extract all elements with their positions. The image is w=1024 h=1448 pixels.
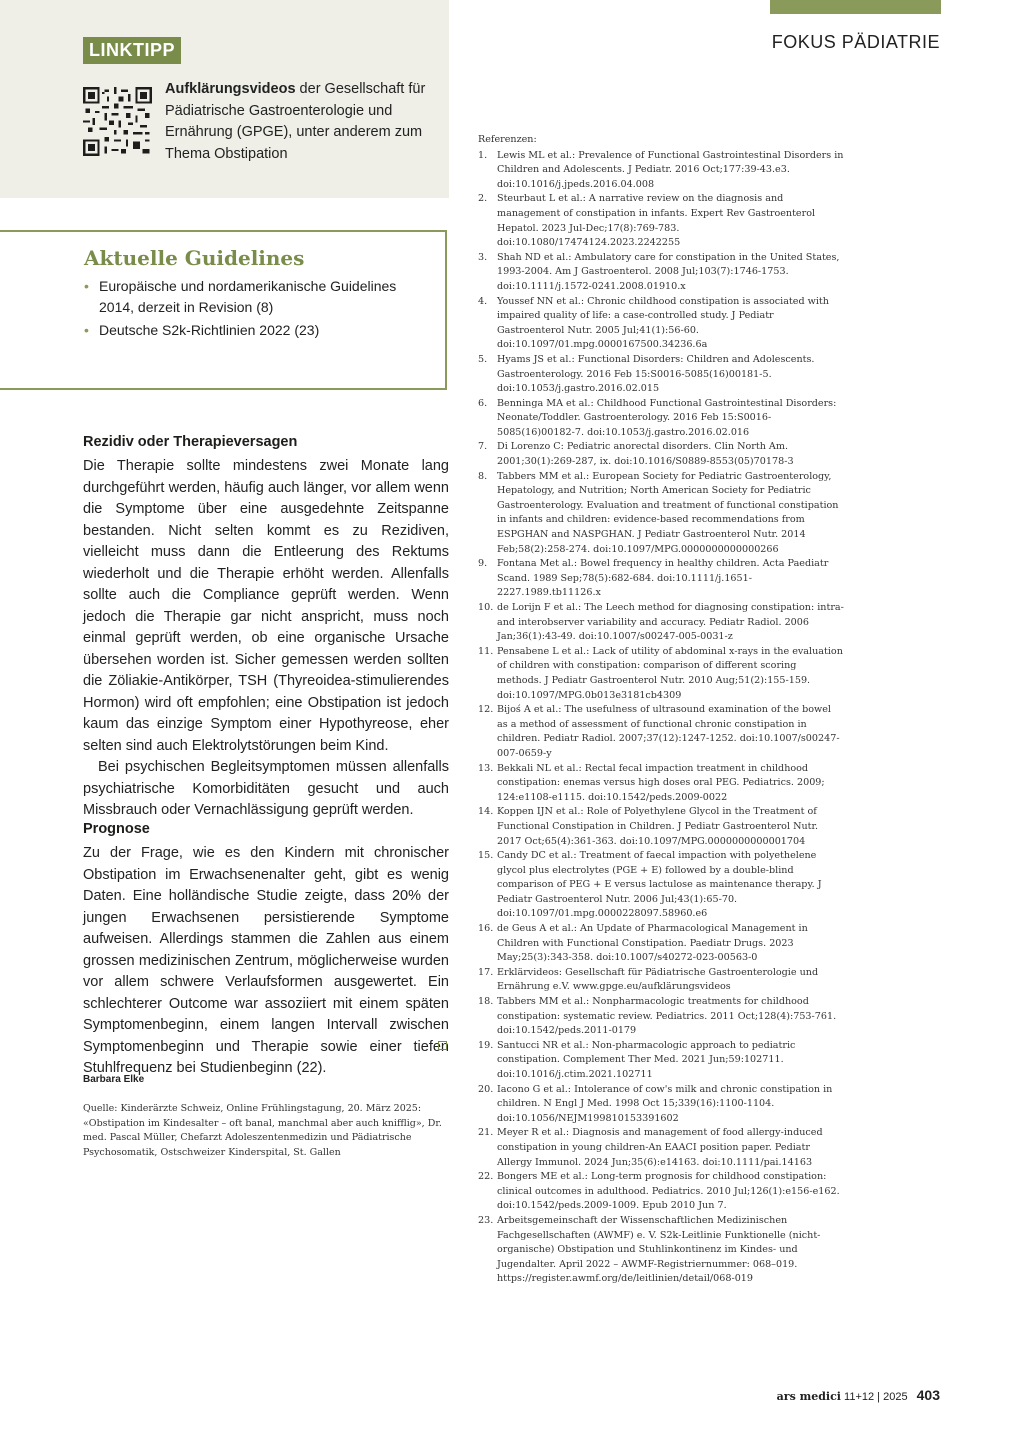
reference-item: [478, 557, 844, 601]
guidelines-title: Aktuelle Guidelines: [84, 246, 305, 270]
reference-number: 16.: [478, 923, 494, 935]
author: Barbara Elke: [83, 1074, 145, 1085]
reference-text: Bongers ME et al.: Long-term prognosis for childhood constipation: clinical outcomes in adulthood. Pediatrics. 2010 Jul;126(1):e156-e162. doi:10.1542/peds.2009-1009. Epub 2010 Jun 7.: [497, 1171, 840, 1212]
references: [478, 133, 844, 1287]
reference-item: [478, 470, 844, 558]
reference-text: Erklärvideos: Gesellschaft für Pädiatrische Gastroenterologie und Ernährung e.V. www.gpge.eu/aufklärungsvideos: [497, 966, 819, 993]
reference-text: Shah ND et al.: Ambulatory care for constipation in the United States, 1993-2004. Am J Gastroenterol. 2008 Jul;103(7):1746-1753. doi:10.1111/j.1572-0241.2008.01910.x: [497, 251, 840, 292]
reference-item: [478, 1083, 844, 1127]
source-note: Quelle: Kinderärzte Schweiz, Online Frühlingstagung, 20. März 2025: «Obstipation im Kindesalter – oft banal, manchmal aber auch knifflig», Dr. med. Pascal Müller, Chefarzt Adoleszentenmedizin und Pädiatrische Psychosomatik, Ostschweizer Kinderspital, St. Gallen: [83, 1103, 442, 1158]
reference-text: Koppen IJN et al.: Role of Polyethylene Glycol in the Treatment of Functional Constipation in Children. J Pediatr Gastroenterol Nutr. 2017 Oct;65(4):361-363. doi:10.1097/MPG.0000000000001704: [497, 806, 819, 847]
reference-text: Steurbaut L et al.: A narrative review on the diagnosis and management of constipation in infants. Expert Rev Gastroenterol Hepatol. 2023 Jul-Dec;17(8):769-783. doi:10.1080/17474124.2023.2242255: [497, 193, 816, 249]
reference-item: [478, 995, 844, 1039]
reference-item: [478, 397, 844, 441]
guidelines-list: [84, 276, 424, 343]
linktipp-description: der Gesellschaft für Pädiatrische Gastroenterologie und Ernährung (GPGE), unter anderem zum Thema Obstipation: [165, 81, 426, 162]
section-label: FOKUS PÄDIATRIE: [771, 32, 940, 52]
reference-number: 23.: [478, 1214, 494, 1226]
guideline-item: • Deutsche S2k-Richtlinien 2022 (23): [84, 320, 424, 341]
linktipp-bold: Aufklärungsvideos: [165, 81, 296, 97]
end-of-article-icon: [438, 1041, 447, 1050]
reference-number: 5.: [478, 353, 488, 365]
reference-number: 1.: [478, 149, 488, 161]
reference-item: [478, 1039, 844, 1083]
linktipp-text: [165, 79, 435, 165]
reference-item: [478, 149, 844, 193]
rezidiv-heading: Rezidiv oder Therapieversagen: [83, 434, 298, 450]
reference-number: 19.: [478, 1039, 494, 1051]
reference-item: [478, 353, 844, 397]
reference-number: 7.: [478, 441, 488, 453]
reference-text: Di Lorenzo C: Pediatric anorectal disorders. Clin North Am. 2001;30(1):269-287, ix. doi:10.1016/S0889-8553(05)70178-3: [497, 441, 794, 468]
qr-code-icon[interactable]: [83, 87, 152, 156]
page-footer: [777, 1387, 940, 1403]
reference-item: [478, 1170, 844, 1214]
reference-number: 18.: [478, 996, 494, 1008]
reference-text: Arbeitsgemeinschaft der Wissenschaftlichen Medizinischen Fachgesellschaften (AWMF) e. V. S2k-Leitlinie Funktionelle (nicht-organische) Obstipation und Stuhlinkontinenz im Kindes- und Jugendalter. April 2022 – AWMF-Registriernummer: 068–019. https://register.awmf.org/de/leitlinien/detail/068-019: [497, 1214, 821, 1285]
reference-item: [478, 645, 844, 703]
reference-item: [478, 251, 844, 295]
reference-text: de Geus A et al.: An Update of Pharmacological Management in Children with Functional Constipation. Paediatr Drugs. 2023 May;25(3):343-358. doi:10.1007/s40272-023-00563-0: [497, 923, 808, 964]
reference-number: 12.: [478, 704, 494, 716]
reference-number: 17.: [478, 966, 494, 978]
reference-number: 6.: [478, 397, 488, 409]
reference-item: [478, 966, 844, 995]
reference-text: Tabbers MM et al.: Nonpharmacologic treatments for childhood constipation: systematic review. Pediatrics. 2011 Oct;128(4):753-761. doi:10.1542/peds.2011-0179: [497, 996, 837, 1037]
reference-number: 10.: [478, 602, 494, 613]
references-heading: Referenzen:: [478, 134, 537, 145]
reference-text: Tabbers MM et al.: European Society for Pediatric Gastroenterology, Hepatology, and Nutrition; North American Society for Pediatric Gastroenterology. Evaluation and treatment of functional constipation in infants and children: evidence-based recommendations from ESPGHAN and NASPGHAN. J Pediatr Gastroenterol Nutr. 2014 Feb;58(2):258-274. doi:10.1097/MPG.0000000000000266: [497, 470, 839, 555]
reference-item: [478, 703, 844, 761]
footer-issue: 11+12 | 2025: [844, 1391, 908, 1403]
reference-number: 4.: [478, 295, 488, 307]
reference-item: [478, 440, 844, 469]
reference-item: [478, 601, 844, 645]
reference-text: Bijoś A et al.: The usefulness of ultrasound examination of the bowel as a method of assessment of functional chronic constipation in children. Pediatr Radiol. 2007;37(12):1247-1252. doi:10.1007/s00247-007-0659-y: [497, 704, 840, 759]
prognose-body: [83, 843, 449, 1080]
rezidiv-paragraph-2: Bei psychischen Begleitsymptomen müssen allenfalls psychiatrische Komorbiditäten gesucht und auch Missbrauch oder Vernachlässigung geprüft werden.: [83, 759, 449, 818]
reference-number: 14.: [478, 806, 494, 818]
reference-text: Santucci NR et al.: Non-pharmacologic approach to pediatric constipation. Complement Ther Med. 2021 Jun;59:102711. doi:10.1016/j.ctim.2021.102711: [497, 1039, 796, 1080]
rezidiv-body: [83, 456, 449, 822]
reference-text: Lewis ML et al.: Prevalence of Functional Gastrointestinal Disorders in Children and Adolescents. J Pediatr. 2016 Oct;177:39-43.e3. doi:10.1016/j.jpeds.2016.04.008: [497, 149, 844, 190]
reference-item: [478, 805, 844, 849]
reference-text: Fontana Met al.: Bowel frequency in healthy children. Acta Paediatr Scand. 1989 Sep;78(5):682-684. doi:10.1111/j.1651-2227.1989.tb11126.x: [497, 558, 829, 599]
reference-text: Iacono G et al.: Intolerance of cow's milk and chronic constipation in children. N Engl J Med. 1998 Oct 15;339(16):1100-1104. doi:10.1056/NEJM199810153391602: [497, 1083, 833, 1124]
reference-item: [478, 1126, 844, 1170]
reference-number: 8.: [478, 470, 488, 482]
prognose-heading: Prognose: [83, 821, 150, 837]
reference-text: Hyams JS et al.: Functional Disorders: Children and Adolescents. Gastroenterology. 2016 Feb 15:S0016-5085(16)00181-5. doi:10.1053/j.gastro.2016.02.015: [497, 353, 815, 395]
reference-number: 3.: [478, 251, 488, 263]
reference-number: 22.: [478, 1171, 494, 1183]
reference-text: Bekkali NL et al.: Rectal fecal impaction treatment in childhood constipation: enemas versus high doses oral PEG. Pediatrics. 2009; 124:e1108-e1115. doi:10.1542/peds.2009-0022: [497, 762, 825, 803]
reference-text: Meyer R et al.: Diagnosis and management of food allergy-induced constipation in young children-An EAACI position paper. Pediatr Allergy Immunol. 2024 Jun;35(6):e14163. doi:10.1111/pai.14163: [497, 1127, 823, 1168]
reference-text: Pensabene L et al.: Lack of utility of abdominal x-rays in the evaluation of children with constipation: comparison of different scoring methods. J Pediatr Gastroenterol Nutr. 2010 Aug;51(2):155-159. doi:10.1097/MPG.0b013e3181cb4309: [497, 645, 843, 701]
reference-text: Benninga MA et al.: Childhood Functional Gastrointestinal Disorders: Neonate/Toddler. Gastroenterology. 2016 Feb 15:S0016-5085(16)00182-7. doi:10.1053/j.gastro.2016.02.016: [497, 397, 837, 438]
reference-number: 20.: [478, 1083, 494, 1095]
reference-number: 2.: [478, 193, 488, 205]
reference-number: 21.: [478, 1127, 494, 1139]
page-number: 403: [916, 1387, 940, 1403]
reference-text: Youssef NN et al.: Chronic childhood constipation is associated with impaired quality of life: a case-controlled study. J Pediatr Gastroenterol Nutr. 2005 Jul;41(1):56-60. doi:10.1097/01.mpg.0000167500.34236.6a: [497, 295, 829, 351]
reference-number: 13.: [478, 762, 494, 774]
reference-item: [478, 295, 844, 353]
rezidiv-paragraph-1: Die Therapie sollte mindestens zwei Monate lang durchgeführt werden, häufig auch länger, vor allem wenn die Symptome über eine ausgedehnte Zeitspanne bestanden. Nicht selten kommt es zu Rezidiven, vielleicht muss dann die Entleerung des Rektums wiederholt und die Therapie erhöht werden. Allenfalls sollte auch die Compliance geprüft werden. Wenn jedoch die Therapie gar nicht anspricht, muss noch einmal geprüft werden, ob eine organische Ursache übersehen worden ist. Sicher gemessen werden sollten die Zöliakie-Antikörper, TSH (Thyreoidea-stimulierendes Hormon) wird oft empfohlen; eine Obstipation ist jedoch kaum das einzige Symptom einer Hypothyreose, eher selten sind auch Elektrolytstörungen beim Kind.: [83, 458, 449, 754]
reference-number: 9.: [478, 558, 488, 570]
reference-text: Candy DC et al.: Treatment of faecal impaction with polyethelene glycol plus electrolytes (PGE + E) followed by a double-blind comparison of PEG + E versus lactulose as maintenance therapy. J Pediatr Gastroenterol Nutr. 2006 Jul;43(1):65-70. doi:10.1097/01.mpg.0000228097.58960.e6: [497, 850, 822, 920]
footer-brand: ars medici: [776, 1390, 841, 1403]
references-list: [478, 149, 844, 1287]
reference-item: [478, 849, 844, 922]
reference-number: 15.: [478, 850, 494, 862]
prognose-paragraph-1: Zu der Frage, wie es den Kindern mit chronischer Obstipation im Erwachsenenalter geht, gibt es wenig Daten. Eine holländische Studie zeigte, dass 20% der jungen Erwachsenen persistierende Symptome aufweisen. Allerdings stammen die Zahlen aus einem grossen medizinischen Zentrum, möglicherweise wurden vor allem schwere Verlaufsformen ausgewertet. Ein schlechterer Outcome war assoziiert mit einem späten Symptomenbeginn, einem langen Intervall zwischen Symptomenbeginn und Therapie sowie einer tiefen Stuhlfrequenz bei Studienbeginn (22).: [83, 845, 449, 1076]
linktipp-tag: LINKTIPP: [83, 37, 181, 64]
reference-text: de Lorijn F et al.: The Leech method for diagnosing constipation: intra- and interobserver variability and accuracy. Pediatr Radiol. 2006 Jan;36(1):43-49. doi:10.1007/s00247-005-0031-z: [497, 602, 844, 643]
reference-item: [478, 922, 844, 966]
guideline-item: • Europäische und nordamerikanische Guidelines 2014, derzeit in Revision (8): [84, 276, 424, 318]
reference-item: [478, 762, 844, 806]
reference-item: [478, 192, 844, 250]
reference-number: 11.: [478, 645, 494, 657]
reference-item: [478, 1214, 844, 1287]
header-accent-bar: [770, 0, 941, 14]
